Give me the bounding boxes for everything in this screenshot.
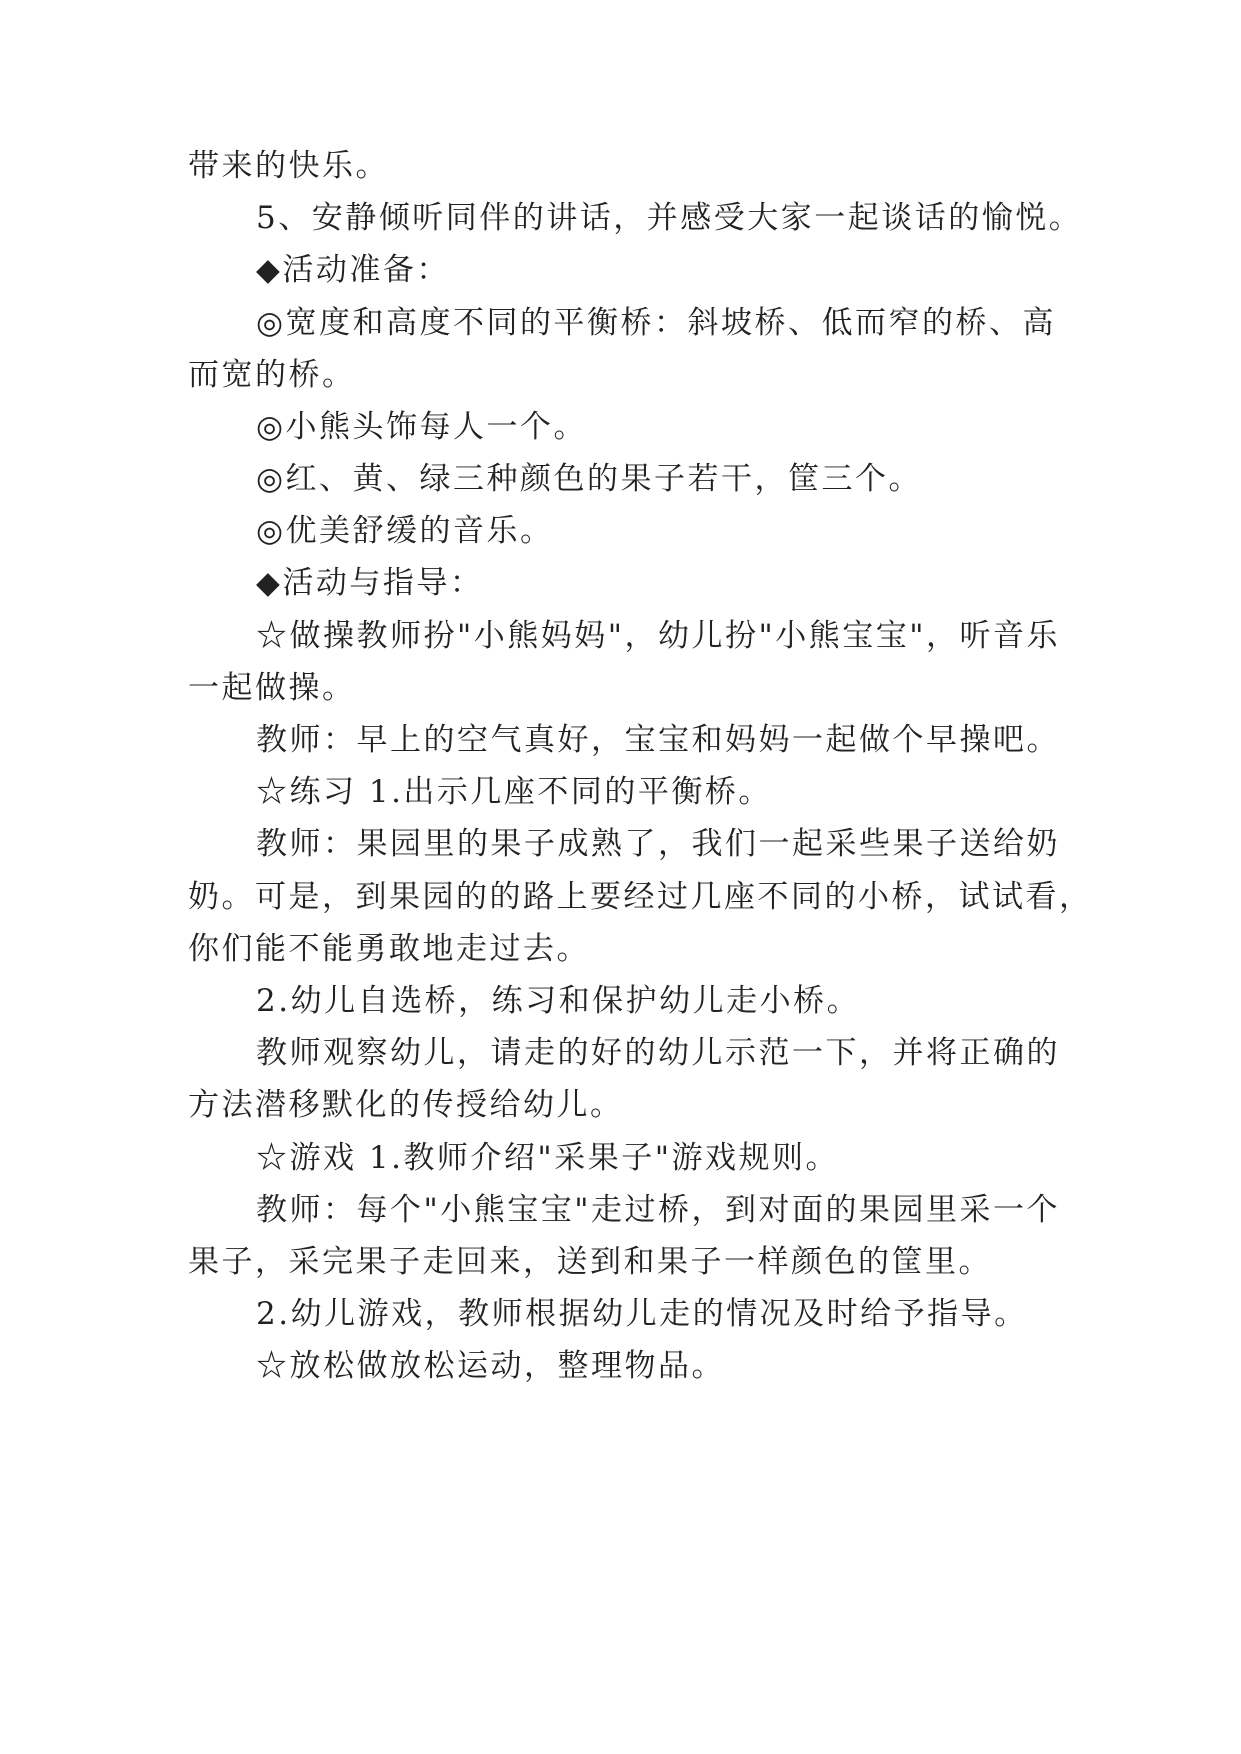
text-line: ◎小熊头饰每人一个。 (256, 409, 588, 445)
text-line: 奶。可是，到果园的的路上要经过几座不同的小桥，试试看， (188, 879, 1093, 915)
text-line: 方法潜移默化的传授给幼儿。 (188, 1087, 624, 1123)
text-line: ◎优美舒缓的音乐。 (256, 513, 554, 549)
text-line: 果子，采完果子走回来，送到和果子一样颜色的筐里。 (188, 1244, 992, 1280)
text-line: 带来的快乐。 (188, 148, 389, 184)
text-line: 而宽的桥。 (188, 357, 356, 393)
section-heading: ◆活动准备： (256, 252, 450, 288)
text-line: 教师：果园里的果子成熟了，我们一起采些果子送给奶 (256, 826, 1060, 862)
text-line: 2.幼儿游戏，教师根据幼儿走的情况及时给予指导。 (256, 1296, 1028, 1332)
text-line: ☆游戏 1.教师介绍"采果子"游戏规则。 (256, 1140, 839, 1176)
section-heading: ◆活动与指导： (256, 565, 484, 601)
text-line: 教师：早上的空气真好，宝宝和妈妈一起做个早操吧。 (256, 722, 1060, 758)
text-line: ◎宽度和高度不同的平衡桥：斜坡桥、低而窄的桥、高 (256, 305, 1057, 341)
text-line: ☆练习 1.出示几座不同的平衡桥。 (256, 774, 772, 810)
text-line: 教师：每个"小熊宝宝"走过桥，到对面的果园里采一个 (256, 1192, 1061, 1228)
text-line: ☆放松做放松运动，整理物品。 (256, 1348, 725, 1384)
text-line: 一起做操。 (188, 670, 356, 706)
text-line: 5、安静倾听同伴的讲话，并感受大家一起谈话的愉悦。 (256, 200, 1083, 236)
text-line: 2.幼儿自选桥，练习和保护幼儿走小桥。 (256, 983, 861, 1019)
text-line: ◎红、黄、绿三种颜色的果子若干，筐三个。 (256, 461, 923, 497)
text-line: 你们能不能勇敢地走过去。 (188, 931, 590, 967)
text-line: ☆做操教师扮"小熊妈妈"，幼儿扮"小熊宝宝"，听音乐 (256, 618, 1061, 654)
text-line: 教师观察幼儿，请走的好的幼儿示范一下，并将正确的 (256, 1035, 1060, 1071)
